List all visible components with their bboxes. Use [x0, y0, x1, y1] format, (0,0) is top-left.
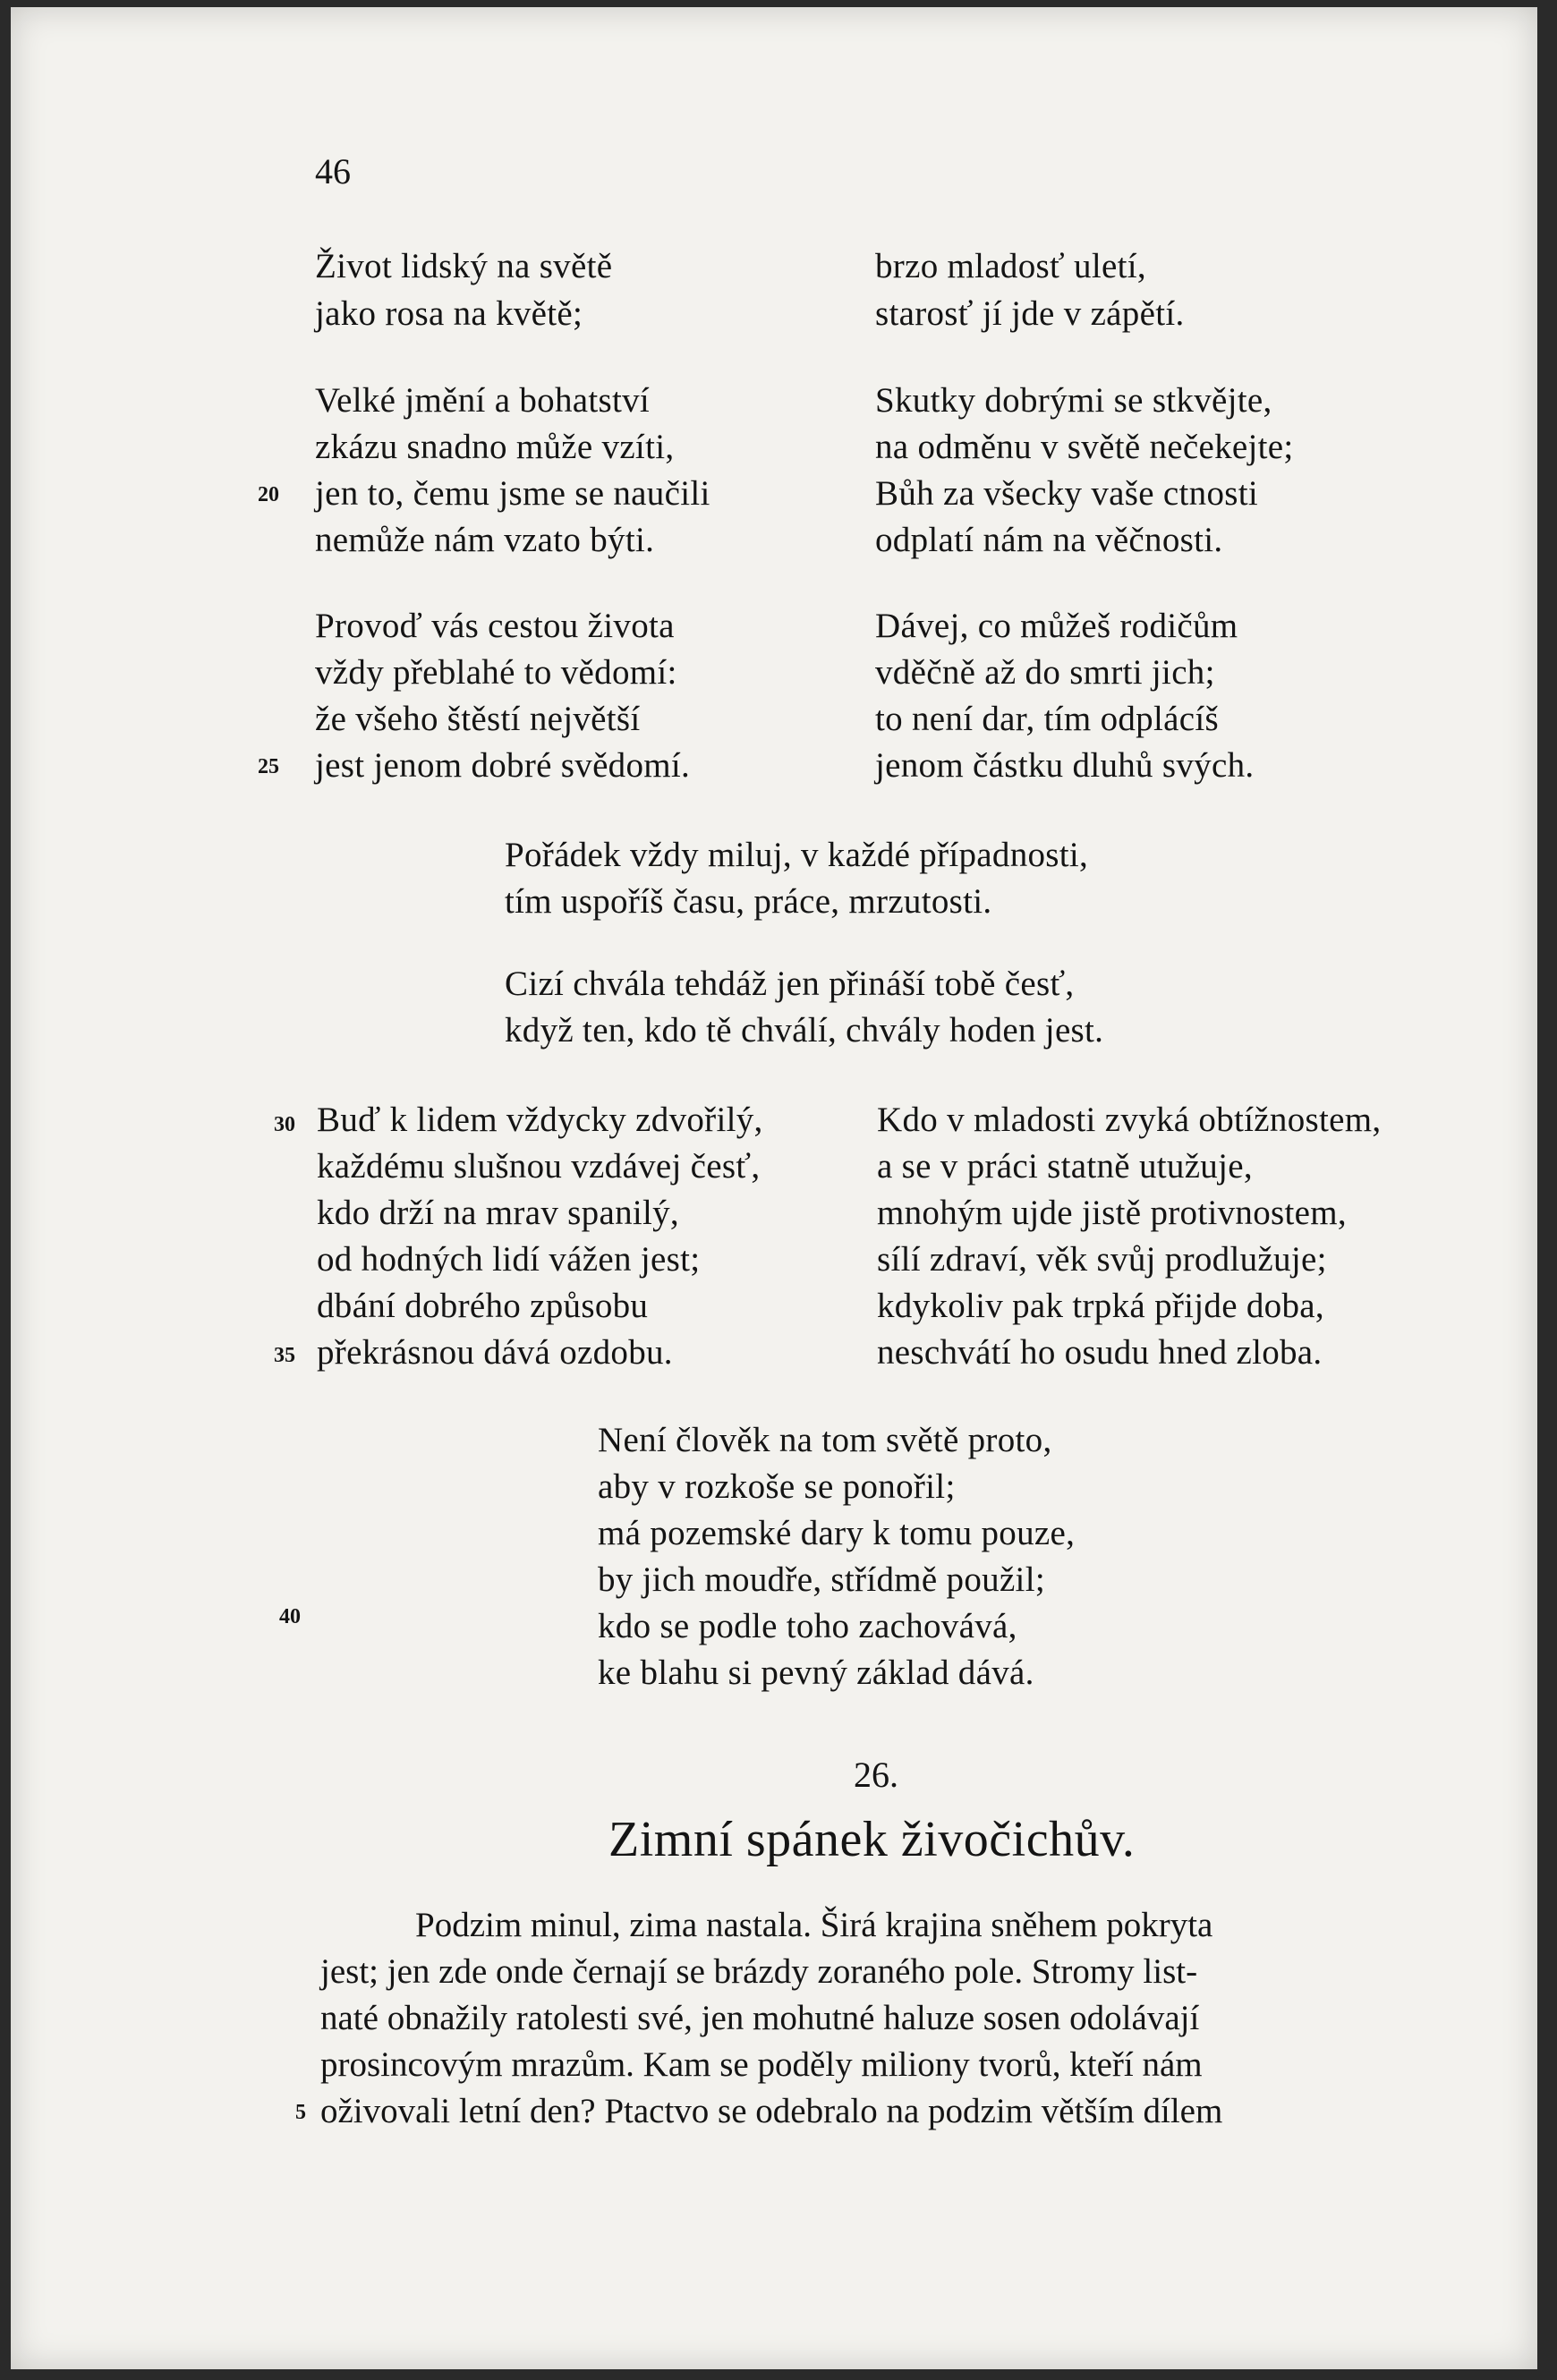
prose-line: prosincovým mrazům. Kam se poděly miliony tvorů, kteří nám	[320, 2045, 1203, 2084]
book-page	[11, 7, 1537, 2369]
poem-line: dbání dobrého způsobu	[317, 1287, 649, 1325]
poem-line: když ten, kdo tě chválí, chvály hoden jest.	[505, 1011, 1104, 1050]
poem-line: jako rosa na květě;	[315, 294, 583, 333]
poem-line: by jich moudře, střídmě použil;	[598, 1560, 1045, 1599]
poem-line: kdykoliv pak trpká přijde doba,	[877, 1287, 1324, 1325]
page-number: 46	[315, 151, 351, 191]
poem-line: Kdo v mladosti zvyká obtížnostem,	[877, 1101, 1382, 1139]
poem-line: vždy přeblahé to vědomí:	[315, 653, 677, 692]
poem-line: jenom částku dluhů svých.	[875, 746, 1255, 785]
poem-line: od hodných lidí vážen jest;	[317, 1240, 701, 1279]
poem-line: starosť jí jde v zápětí.	[875, 294, 1185, 333]
poem-line: kdo se podle toho zachovává,	[598, 1607, 1017, 1645]
poem-line: Velké jmění a bohatství	[315, 381, 651, 420]
poem-line: každému slušnou vzdávej česť,	[317, 1147, 761, 1186]
chapter-title: Zimní spánek živočichův.	[608, 1812, 1136, 1867]
poem-line: to není dar, tím odplácíš	[875, 700, 1219, 738]
poem-line: ke blahu si pevný základ dává.	[598, 1653, 1034, 1692]
poem-line: brzo mladosť uletí,	[875, 247, 1146, 285]
poem-line: Dávej, co můžeš rodičům	[875, 607, 1238, 645]
line-number: 20	[258, 483, 279, 506]
poem-line: jest jenom dobré svědomí.	[315, 746, 691, 785]
poem-line: Život lidský na světě	[315, 247, 613, 285]
prose-line: oživovali letní den? Ptactvo se odebralo na podzim větším dílem	[320, 2092, 1223, 2130]
poem-line: Pořádek vždy miluj, v každé případnosti,	[505, 836, 1089, 874]
line-number: 30	[274, 1113, 295, 1136]
poem-line: Provoď vás cestou života	[315, 607, 675, 645]
prose-line: naté obnažily ratolesti své, jen mohutné haluze sosen odolávají	[320, 1999, 1200, 2037]
poem-line: neschvátí ho osudu hned zloba.	[877, 1333, 1323, 1372]
poem-line: jen to, čemu jsme se naučili	[315, 474, 710, 513]
poem-line: mnohým ujde jistě protivnostem,	[877, 1194, 1347, 1232]
line-number: 25	[258, 755, 279, 778]
chapter-number: 26.	[854, 1755, 898, 1795]
poem-line: kdo drží na mrav spanilý,	[317, 1194, 679, 1232]
poem-line: zkázu snadno může vzíti,	[315, 428, 675, 466]
poem-line: vděčně až do smrti jich;	[875, 653, 1215, 692]
poem-line: překrásnou dává ozdobu.	[317, 1333, 673, 1372]
poem-line: že všeho štěstí největší	[315, 700, 641, 738]
poem-line: na odměnu v světě nečekejte;	[875, 428, 1294, 466]
poem-line: Bůh za všecky vaše ctnosti	[875, 474, 1259, 513]
poem-line: nemůže nám vzato býti.	[315, 521, 655, 559]
poem-line: Skutky dobrými se stkvějte,	[875, 381, 1272, 420]
prose-line: Podzim minul, zima nastala. Širá krajina sněhem pokryta	[415, 1906, 1213, 1944]
poem-line: sílí zdraví, věk svůj prodlužuje;	[877, 1240, 1327, 1279]
poem-line: má pozemské dary k tomu pouze,	[598, 1514, 1076, 1552]
line-number: 5	[295, 2101, 306, 2124]
poem-line: Buď k lidem vždycky zdvořilý,	[317, 1101, 763, 1139]
poem-line: aby v rozkoše se ponořil;	[598, 1467, 956, 1506]
poem-line: a se v práci statně utužuje,	[877, 1147, 1253, 1186]
prose-line: jest; jen zde onde černají se brázdy zoraného pole. Stromy list-	[320, 1952, 1198, 1991]
poem-line: tím uspoříš času, práce, mrzutosti.	[505, 882, 992, 921]
line-number: 40	[279, 1605, 301, 1628]
line-number: 35	[274, 1344, 295, 1367]
poem-line: Není člověk na tom světě proto,	[598, 1421, 1052, 1459]
poem-line: odplatí nám na věčnosti.	[875, 521, 1223, 559]
poem-line: Cizí chvála tehdáž jen přináší tobě česť,	[505, 965, 1075, 1003]
